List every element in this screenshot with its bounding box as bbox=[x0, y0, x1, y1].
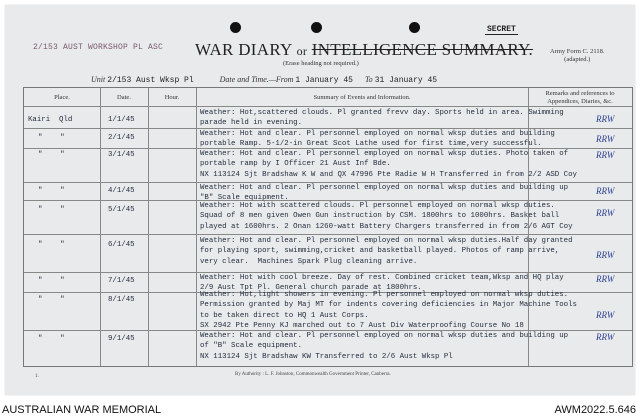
title-or: or bbox=[296, 44, 308, 58]
row-summary: Weather: Hot with scattered clouds. Pl personnel employed on normal wksp duties. Squad of 8 men given Owen Gun instruction by CSM. 1800hrs to 1000hrs. Basket ball played at 1600hrs. 2 Onan 1260-watt Battery Chargers transferred in from 2/6 AGT Coy bbox=[200, 202, 573, 231]
row-summary: Weather: Hot,scattered clouds. Pl granted frevv day. Sports held in area. Swimming parade held in evening. bbox=[200, 109, 564, 128]
row-date: 8/1/45 bbox=[108, 296, 135, 304]
column-divider bbox=[196, 88, 197, 366]
unit-label: Unit bbox=[91, 75, 106, 84]
row-initials: RRW bbox=[596, 274, 615, 284]
unit-date-line bbox=[91, 75, 437, 85]
date-to-label: To bbox=[364, 75, 373, 84]
row-summary: Weather: Hot and clear. Pl personnel employed on normal wksp duties and building up "B" Scale equipment. bbox=[200, 184, 569, 203]
date-from: 1 January 45 bbox=[295, 76, 353, 85]
row-place: " " bbox=[38, 187, 65, 195]
date-to: 31 January 45 bbox=[374, 76, 438, 85]
row-date: 1/1/45 bbox=[108, 116, 135, 124]
row-summary: Weather: Hot and clear. Pl personnel employed on normal wksp duties.Half day granted for playing sport, swimming,cricket and basketball played. Photos of ramp arrive, very clear. Machines Spark Plug cleaning arrive. bbox=[200, 237, 573, 266]
row-date: 3/1/45 bbox=[108, 151, 135, 159]
row-summary: Weather: Hot and clear. Pl personnel employed on normal wksp duties. Photo taken of portable ramp by I Officer 21 Aust Inf Bde. NX 113124 Sjt Bradshaw K W and QX 47996 Pte Radie W H Transferred in from 2/2 ASD Coy bbox=[200, 150, 577, 179]
binder-hole-right bbox=[409, 22, 420, 33]
diary-page bbox=[5, 5, 635, 395]
header-remarks: Remarks and references to Appendices, Diaries, &c. bbox=[545, 90, 615, 105]
header-date: Date. bbox=[117, 94, 131, 101]
header-summary: Summary of Events and Information. bbox=[313, 94, 411, 101]
row-date: 4/1/45 bbox=[108, 187, 135, 195]
row-initials: RRW bbox=[596, 150, 615, 160]
row-date: 5/1/45 bbox=[108, 206, 135, 214]
title-main: WAR DIARY bbox=[195, 40, 292, 59]
row-summary: Weather: Hot with cool breeze. Day of rest. Combined cricket team,Wksp and HQ play 2/9 Aust Tpt Pl. General church parade at 1800hrs. bbox=[200, 274, 564, 293]
row-summary: Weather: Hot,light showers in evening. Pl personnel employed on normal wksp duties. Permission granted by Maj MT for indents covering deficiencies in Major Machine Tools to be taken direct to HQ 1 Aust Corps. SX 2942 Pte Penny KJ marched out to 7 Aust Div Waterproofing Course No 18 bbox=[200, 291, 577, 330]
row-summary: Weather: Hot and clear. Pl personnel employed on normal wksp duties and building portable Ramp. 5-1/2-in Great Scot Lathe used for first time,very successful. bbox=[200, 130, 555, 149]
secret-stamp: SECRET bbox=[487, 25, 516, 34]
army-form-number: Army Form C. 2118. bbox=[550, 48, 605, 55]
date-label: Date and Time.—From bbox=[219, 75, 294, 84]
title-struck: INTELLIGENCE SUMMARY. bbox=[311, 40, 534, 59]
header-hour: Hour. bbox=[164, 94, 180, 101]
row-initials: RRW bbox=[596, 134, 615, 144]
row-place: " " bbox=[38, 151, 65, 159]
row-summary: Weather: Hot and clear. Pl personnel employed on normal wksp duties and building up of "B" Scale equipment. NX 113124 Sjt Bradshaw KW Transferred to 2/6 Aust Wksp Pl bbox=[200, 332, 569, 361]
unit-reference-stamp: 2/153 AUST WORKSHOP PL ASC bbox=[33, 43, 164, 52]
row-date: 6/1/45 bbox=[108, 241, 135, 249]
row-place: " " bbox=[38, 296, 65, 304]
title-note: (Erase heading not required.) bbox=[283, 60, 359, 67]
row-place: Kairi Qld bbox=[28, 116, 73, 124]
row-initials: RRW bbox=[596, 114, 615, 124]
binder-hole-left bbox=[230, 22, 241, 33]
binder-hole-center bbox=[311, 22, 322, 33]
row-initials: RRW bbox=[596, 310, 615, 320]
row-initials: RRW bbox=[596, 208, 615, 218]
header-divider bbox=[24, 106, 632, 107]
archive-caption-bar bbox=[0, 403, 640, 418]
archive-institution: AUSTRALIAN WAR MEMORIAL bbox=[2, 404, 162, 416]
row-place: " " bbox=[38, 277, 65, 285]
diary-table bbox=[23, 87, 633, 367]
unit-value: 2/153 Aust Wksp Pl bbox=[107, 76, 194, 85]
column-divider bbox=[148, 88, 149, 366]
header-place: Place. bbox=[54, 94, 70, 101]
army-form-label bbox=[550, 48, 604, 64]
row-date: 7/1/45 bbox=[108, 277, 135, 285]
row-place: " " bbox=[38, 206, 65, 214]
form-number: 1. bbox=[35, 374, 39, 379]
printer-footer: By Authority : L. F. Johnston, Commonwealth Government Printer, Canberra. bbox=[235, 372, 391, 377]
row-divider bbox=[24, 234, 632, 235]
row-date: 2/1/45 bbox=[108, 134, 135, 142]
row-date: 9/1/45 bbox=[108, 335, 135, 343]
row-initials: RRW bbox=[596, 250, 615, 260]
archive-item-id: AWM2022.5.646 bbox=[554, 404, 636, 416]
column-divider bbox=[100, 88, 101, 366]
row-place: " " bbox=[38, 241, 65, 249]
army-form-sub: (adapted.) bbox=[564, 56, 591, 63]
row-initials: RRW bbox=[596, 186, 615, 196]
row-initials: RRW bbox=[596, 332, 615, 342]
row-place: " " bbox=[38, 134, 65, 142]
row-place: " " bbox=[38, 335, 65, 343]
page-title bbox=[195, 40, 533, 60]
